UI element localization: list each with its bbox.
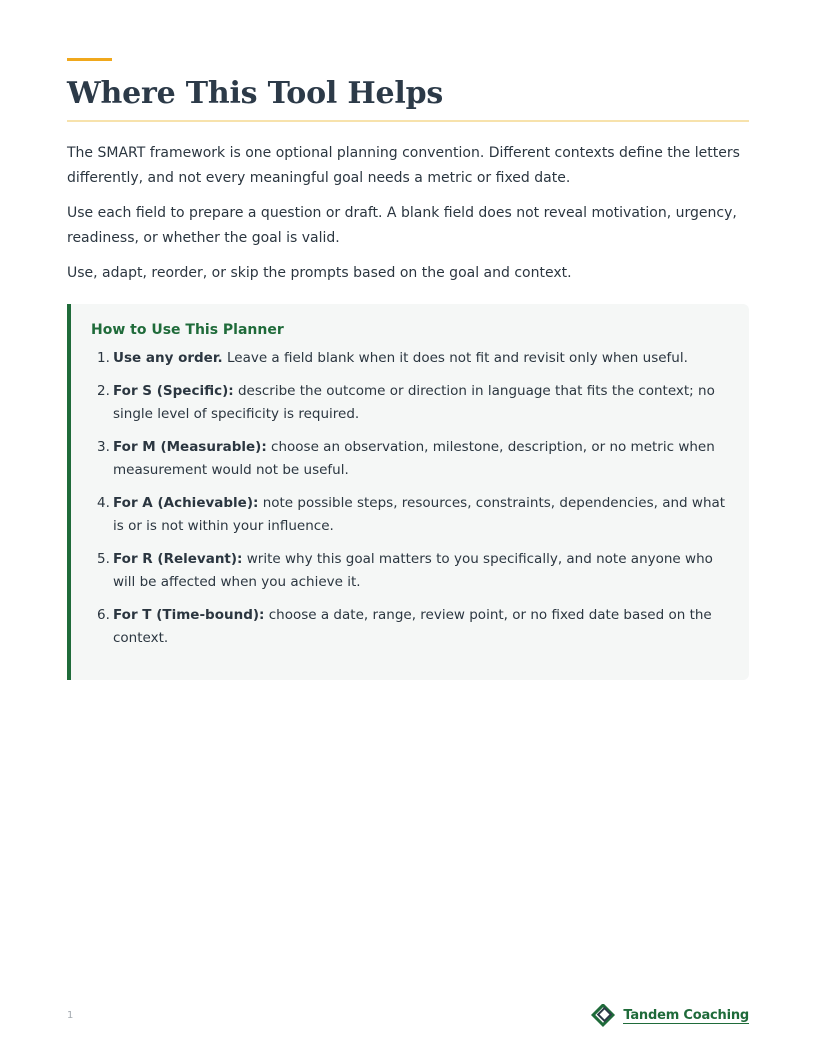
step-text: write why this goal matters to you specifically, and note anyone who will be affected when you achieve it. (113, 551, 713, 590)
intro-paragraph: Use each field to prepare a question or draft. A blank field does not reveal motivation, urgency, readiness, or whether the goal is valid. (67, 205, 737, 246)
document-page (67, 0, 749, 1056)
steps-list (97, 347, 733, 660)
brand-name: Tandem Coaching (623, 1008, 749, 1023)
title-accent-bar (67, 58, 112, 61)
step-number: 5. (97, 551, 110, 567)
step-label: For S (Specific): (113, 383, 234, 399)
step-label: For A (Achievable): (113, 495, 259, 511)
list-item (97, 347, 733, 370)
list-item (97, 380, 733, 426)
list-item (97, 492, 733, 538)
step-number: 3. (97, 439, 110, 455)
intro-section (67, 141, 749, 296)
page-title: Where This Tool Helps (67, 76, 444, 111)
page-number: 1 (67, 1010, 74, 1021)
how-to-callout (67, 304, 749, 680)
title-divider (67, 120, 749, 122)
step-text: note possible steps, resources, constraints, dependencies, and what is or is not within your influence. (113, 495, 726, 534)
list-item (97, 436, 733, 482)
callout-title: How to Use This Planner (91, 322, 284, 338)
step-text: choose a date, range, review point, or no fixed date based on the context. (113, 607, 712, 646)
brand-logo (591, 1004, 749, 1028)
list-item (97, 548, 733, 594)
step-number: 4. (97, 495, 110, 511)
step-number: 2. (97, 383, 110, 399)
intro-paragraph: Use, adapt, reorder, or skip the prompts based on the goal and context. (67, 265, 572, 281)
step-label: For T (Time-bound): (113, 607, 265, 623)
step-text: Leave a field blank when it does not fit and revisit only when useful. (222, 350, 688, 366)
step-label: For M (Measurable): (113, 439, 267, 455)
intro-paragraph: The SMART framework is one optional planning convention. Different contexts define the letters differently, and not every meaningful goal needs a metric or fixed date. (67, 145, 740, 186)
step-label: Use any order. (113, 350, 223, 366)
step-number: 1. (97, 350, 110, 366)
double-diamond-icon (591, 1004, 617, 1028)
step-text: choose an observation, milestone, description, or no metric when measurement would not be useful. (113, 439, 715, 478)
step-number: 6. (97, 607, 110, 623)
step-text: describe the outcome or direction in language that fits the context; no single level of specificity is required. (113, 383, 715, 422)
list-item (97, 604, 733, 650)
step-label: For R (Relevant): (113, 551, 243, 567)
